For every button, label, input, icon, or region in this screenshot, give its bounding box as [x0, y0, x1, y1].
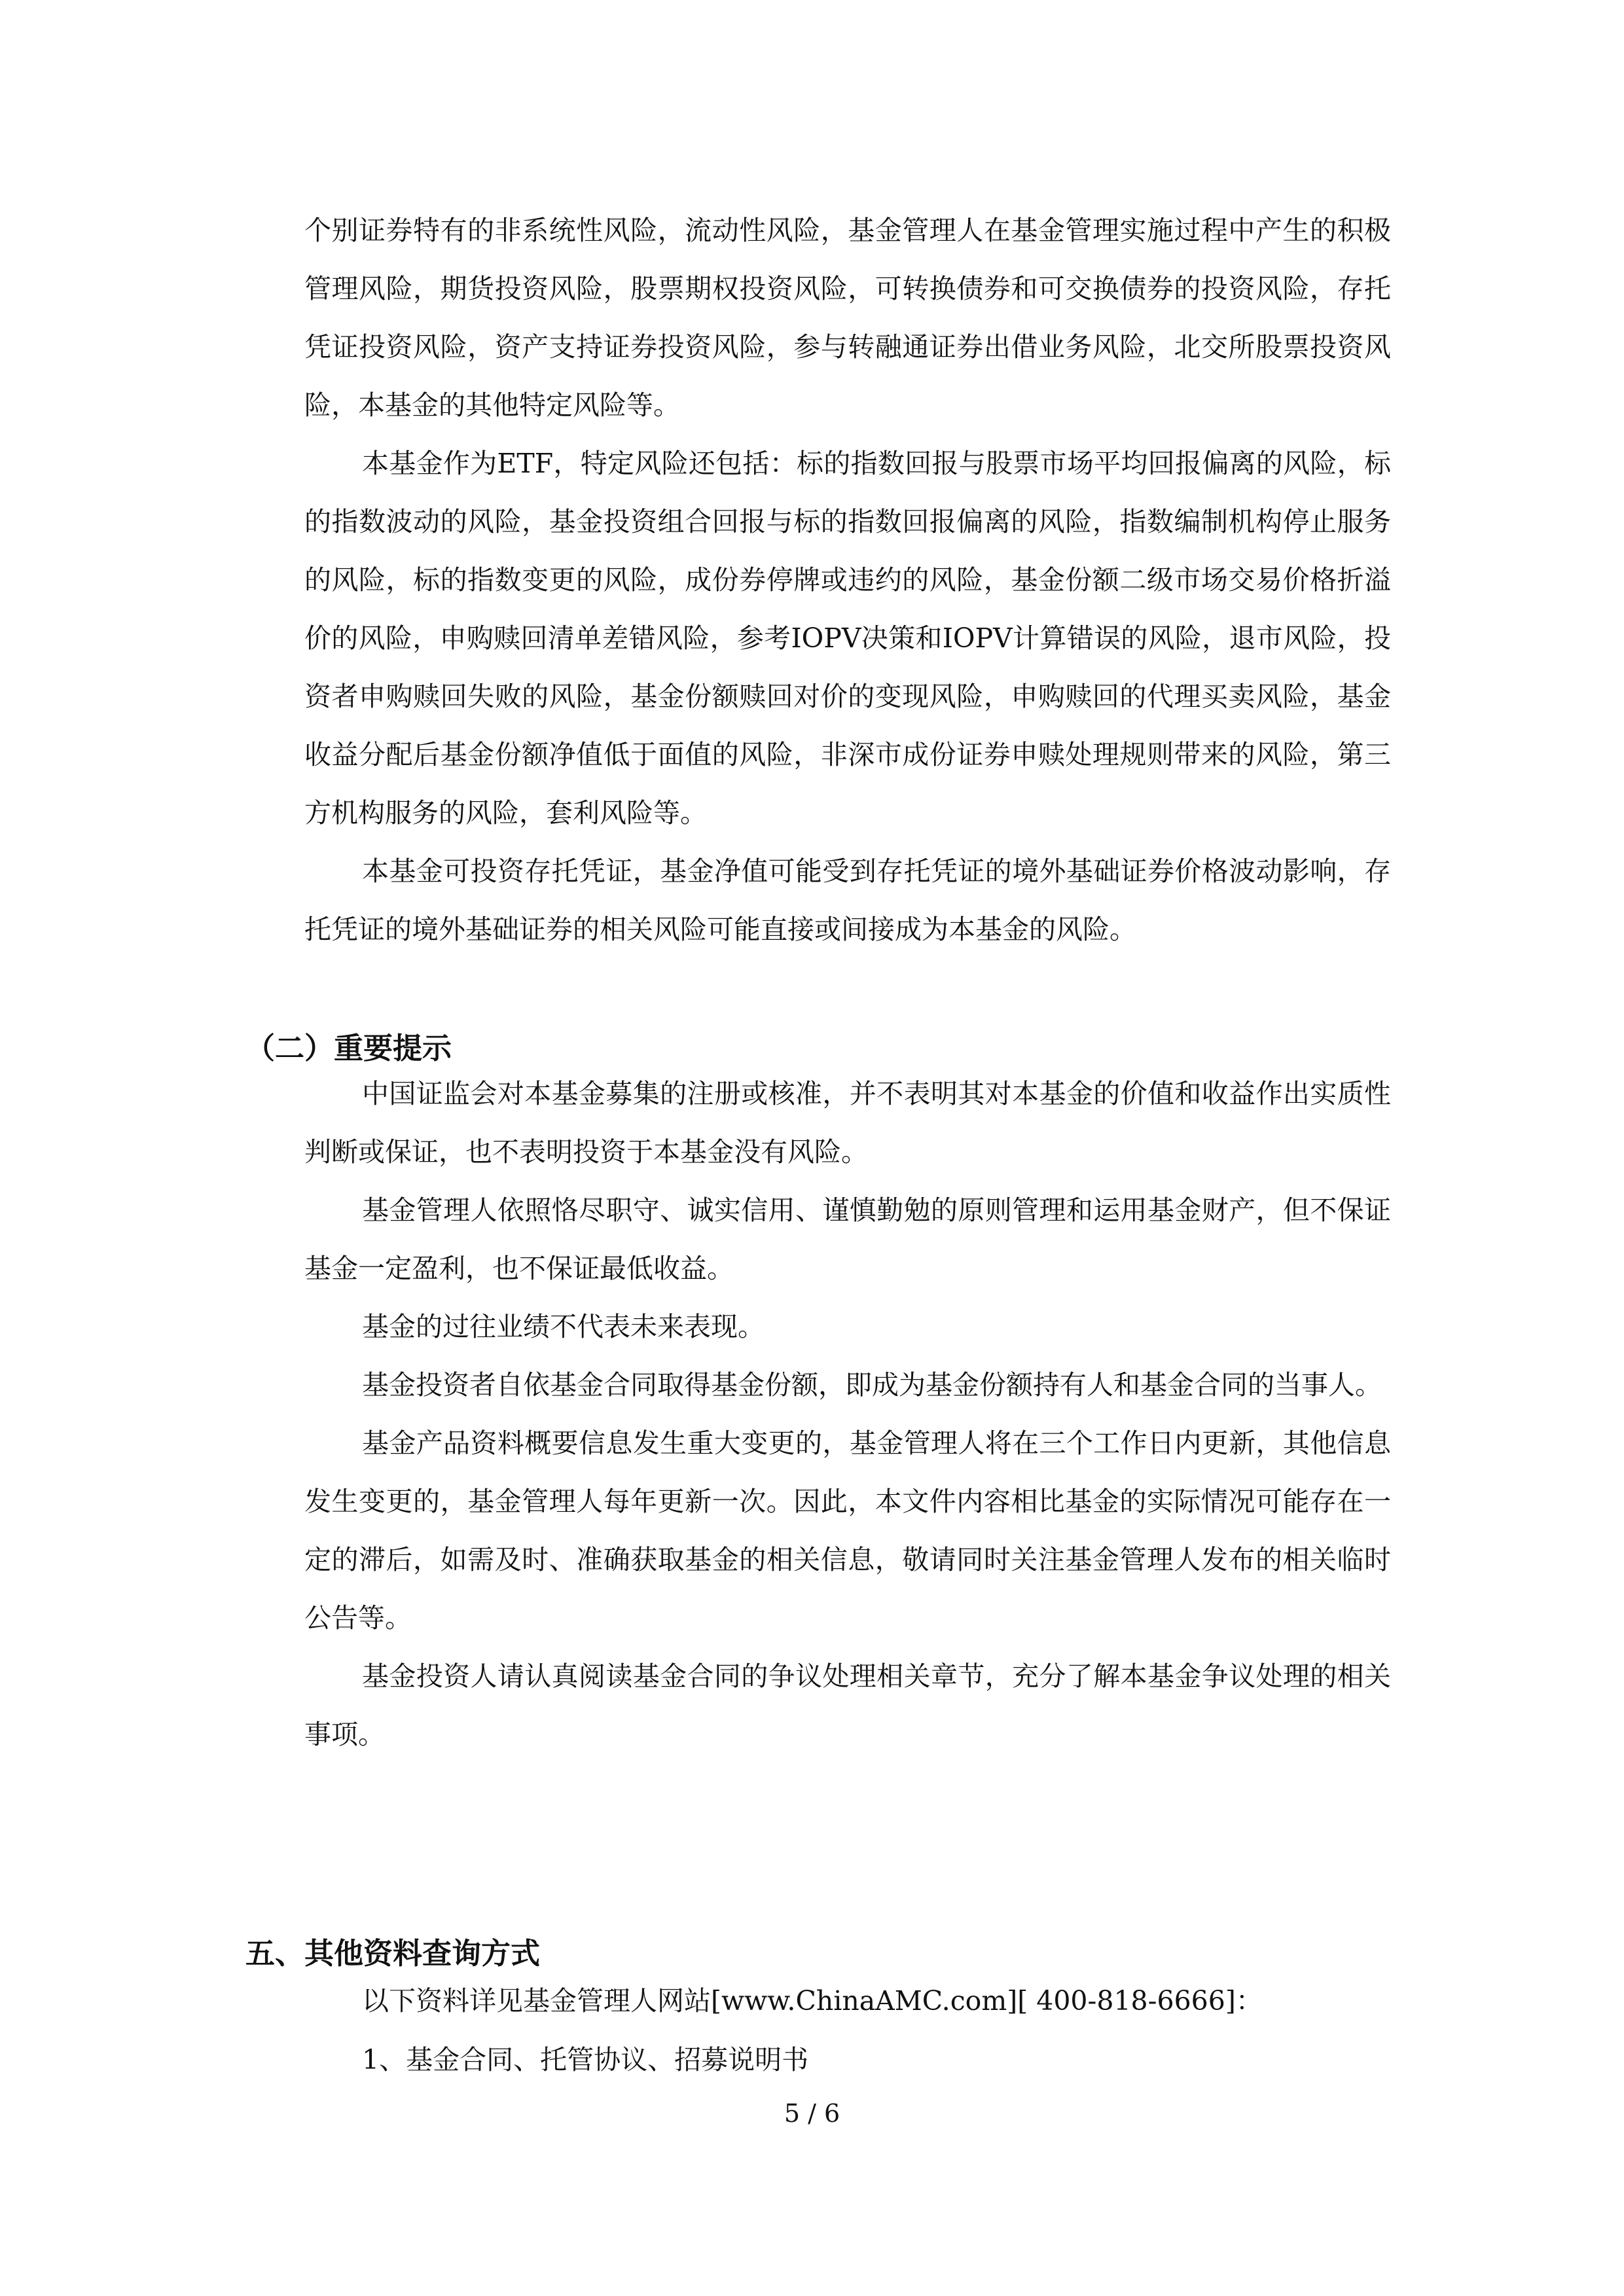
other-info-heading: 五、其他资料查询方式 — [245, 1936, 541, 1971]
important-notice-heading: （二）重要提示 — [245, 1031, 452, 1066]
risk-paragraph-etf: 本基金作为ETF，特定风险还包括：标的指数回报与股票市场平均回报偏离的风险，标的指数波动的风险，基金投资组合回报与标的指数回报偏离的风险，指数编制机构停止服务的风险，标的指数变更的风险，成份券停牌或违约的风险，基金份额二级市场交易价格折溢价的风险，申购赎回清单差错风险，参考IOPV决策和IOPV计算错误的风险，退市风险，投资者申购赎回失败的风险，基金份额赎回对价的变现风险，申购赎回的代理买卖风险，基金收益分配后基金份额净值低于面值的风险，非深市成份证券申赎处理规则带来的风险，第三方机构服务的风险，套利风险等。 — [304, 448, 1391, 829]
notice-paragraph-update: 基金产品资料概要信息发生重大变更的，基金管理人将在三个工作日内更新，其他信息发生变更的，基金管理人每年更新一次。因此，本文件内容相比基金的实际情况可能存在一定的滞后，如需及时、准确获取基金的相关信息，敬请同时关注基金管理人发布的相关临时公告等。 — [304, 1427, 1391, 1634]
notice-paragraph-csrc: 中国证监会对本基金募集的注册或核准，并不表明其对本基金的价值和收益作出实质性判断或保证，也不表明投资于本基金没有风险。 — [304, 1078, 1391, 1168]
notice-paragraph-manager: 基金管理人依照恪尽职守、诚实信用、谨慎勤勉的原则管理和运用基金财产，但不保证基金一定盈利，也不保证最低收益。 — [304, 1194, 1391, 1284]
important-notice-block — [304, 1065, 1391, 1764]
notice-paragraph-dispute: 基金投资人请认真阅读基金合同的争议处理相关章节，充分了解本基金争议处理的相关事项。 — [304, 1660, 1391, 1750]
other-info-item-1: 1、基金合同、托管协议、招募说明书 — [362, 2044, 809, 2075]
page-number: 5 / 6 — [784, 2099, 840, 2128]
notice-paragraph-past-performance: 基金的过往业绩不代表未来表现。 — [362, 1311, 765, 1342]
other-info-intro: 以下资料详见基金管理人网站[www.ChinaAMC.com][ 400-818-6666]： — [362, 1985, 1263, 2017]
risk-paragraph-depositary: 本基金可投资存托凭证，基金净值可能受到存托凭证的境外基础证券价格波动影响，存托凭证的境外基础证券的相关风险可能直接或间接成为本基金的风险。 — [304, 855, 1391, 945]
risk-text-block — [304, 202, 1391, 959]
notice-paragraph-holder: 基金投资者自依基金合同取得基金份额，即成为基金份额持有人和基金合同的当事人。 — [362, 1369, 1382, 1401]
risk-paragraph-1: 个别证券特有的非系统性风险，流动性风险，基金管理人在基金管理实施过程中产生的积极管理风险，期货投资风险，股票期权投资风险，可转换债券和可交换债券的投资风险，存托凭证投资风险，资产支持证券投资风险，参与转融通证券出借业务风险，北交所股票投资风险，本基金的其他特定风险等。 — [304, 215, 1391, 421]
